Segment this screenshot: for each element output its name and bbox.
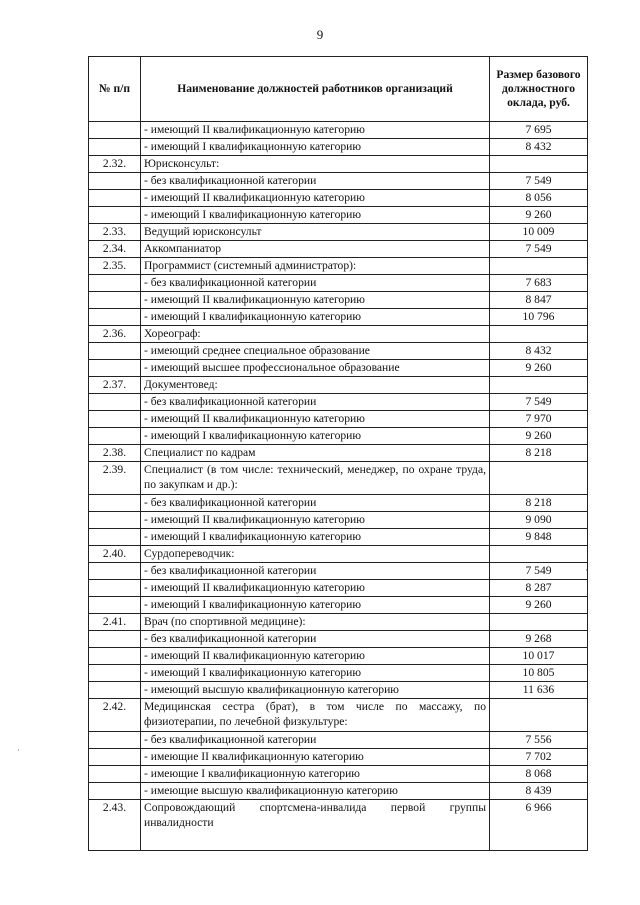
salary-value: 7 549 [490,394,588,411]
table-row [89,462,588,495]
position-name: - имеющий I квалификационную категорию [141,529,490,546]
table-row [89,394,588,411]
position-name: - без квалификационной категории [141,563,490,580]
table-row [89,139,588,156]
table-row [89,445,588,462]
row-number [89,749,141,766]
row-number [89,682,141,699]
header-number: № п/п [89,57,141,122]
row-number [89,648,141,665]
salary-value: 8 847 [490,292,588,309]
header-salary-size: Размер базового должностного оклада, руб. [490,57,588,122]
row-number [89,343,141,360]
row-number [89,732,141,749]
salary-value: 9 848 [490,529,588,546]
salary-value: 8 068 [490,766,588,783]
position-name: Хореограф: [141,326,490,343]
row-number: 2.37. [89,377,141,394]
salary-value: 7 702 [490,749,588,766]
table-row [89,173,588,190]
position-name: - без квалификационной категории [141,275,490,292]
row-number: 2.38. [89,445,141,462]
salary-value [490,699,588,732]
salary-value: 9 268 [490,631,588,648]
row-number: 2.34. [89,241,141,258]
position-name: - без квалификационной категории [141,631,490,648]
position-name: Специалист (в том числе: технический, менеджер, по охране труда, по закупкам и др.): [141,462,490,495]
position-name: - имеющий II квалификационную категорию [141,512,490,529]
row-number [89,580,141,597]
position-name: - имеющие I квалификационную категорию [141,766,490,783]
salary-value: 8 056 [490,190,588,207]
table-row [89,529,588,546]
table-row [89,614,588,631]
salary-value: 8 218 [490,495,588,512]
position-name: Юрисконсульт: [141,156,490,173]
table-row [89,241,588,258]
table-row [89,665,588,682]
salary-value: 9 260 [490,360,588,377]
table-row [89,207,588,224]
salary-value [490,614,588,631]
table-row [89,360,588,377]
salary-value: 7 695 [490,122,588,139]
position-name: Документовед: [141,377,490,394]
salary-value: 10 796 [490,309,588,326]
salary-value: 7 549 [490,241,588,258]
table-body [89,122,588,851]
row-number [89,292,141,309]
table-row [89,580,588,597]
salary-value: 8 439 [490,783,588,800]
position-name: Врач (по спортивной медицине): [141,614,490,631]
salary-value: 8 218 [490,445,588,462]
position-name: Ведущий юрисконсульт [141,224,490,241]
scan-speck: · [585,565,588,575]
table-row [89,682,588,699]
row-number: 2.43. [89,800,141,851]
position-name: - без квалификационной категории [141,394,490,411]
position-name: - имеющий I квалификационную категорию [141,428,490,445]
salary-table [88,56,588,851]
row-number: 2.36. [89,326,141,343]
salary-value [490,377,588,394]
position-name: - имеющий I квалификационную категорию [141,597,490,614]
position-name: - имеющий II квалификационную категорию [141,648,490,665]
row-number [89,275,141,292]
row-number [89,529,141,546]
table-row [89,224,588,241]
row-number [89,394,141,411]
table-row [89,377,588,394]
table-row [89,275,588,292]
position-name: - имеющий I квалификационную категорию [141,139,490,156]
salary-value [490,462,588,495]
salary-value: 11 636 [490,682,588,699]
salary-value: 7 683 [490,275,588,292]
row-number [89,665,141,682]
table-row [89,343,588,360]
table-row [89,122,588,139]
position-name: Аккомпаниатор [141,241,490,258]
row-number [89,783,141,800]
salary-value [490,258,588,275]
table-row [89,546,588,563]
salary-value: 8 432 [490,139,588,156]
position-name: - имеющий высшее профессиональное образование [141,360,490,377]
row-number: 2.42. [89,699,141,732]
table-row [89,411,588,428]
table-row [89,631,588,648]
row-number [89,309,141,326]
row-number: 2.32. [89,156,141,173]
row-number: 2.39. [89,462,141,495]
row-number [89,190,141,207]
table-row [89,428,588,445]
position-name: - имеющий I квалификационную категорию [141,665,490,682]
salary-value: 9 260 [490,597,588,614]
row-number [89,512,141,529]
row-number: 2.35. [89,258,141,275]
table-row [89,800,588,851]
table-row [89,597,588,614]
position-name: - имеющий II квалификационную категорию [141,292,490,309]
position-name: - без квалификационной категории [141,495,490,512]
table-row [89,699,588,732]
position-name: - без квалификационной категории [141,732,490,749]
table-row [89,258,588,275]
salary-value: 9 090 [490,512,588,529]
salary-value: 8 287 [490,580,588,597]
row-number [89,631,141,648]
position-name: - имеющий высшую квалификационную категорию [141,682,490,699]
scan-speck: · [17,745,20,755]
salary-value: 7 556 [490,732,588,749]
salary-value: 7 549 [490,563,588,580]
position-name: - без квалификационной категории [141,173,490,190]
table-row [89,512,588,529]
position-name: Программист (системный администратор): [141,258,490,275]
page-number: 9 [316,27,324,42]
table-row [89,766,588,783]
position-name: - имеющие высшую квалификационную категорию [141,783,490,800]
salary-value [490,156,588,173]
table-header-row [89,57,588,122]
table-row [89,783,588,800]
row-number [89,495,141,512]
position-name: Сурдопереводчик: [141,546,490,563]
row-number [89,428,141,445]
table-row [89,749,588,766]
table-row [89,309,588,326]
salary-value: 10 017 [490,648,588,665]
row-number: 2.33. [89,224,141,241]
position-name: Медицинская сестра (брат), в том числе по массажу, по физиотерапии, по лечебной физкультуре: [141,699,490,732]
position-name: - имеющий I квалификационную категорию [141,309,490,326]
row-number: 2.41. [89,614,141,631]
table-row [89,190,588,207]
table-row [89,648,588,665]
row-number [89,173,141,190]
row-number [89,139,141,156]
salary-value [490,546,588,563]
salary-value: 10 805 [490,665,588,682]
row-number [89,207,141,224]
row-number [89,411,141,428]
table-row [89,326,588,343]
position-name: - имеющий II квалификационную категорию [141,580,490,597]
row-number [89,563,141,580]
position-name: - имеющий II квалификационную категорию [141,190,490,207]
header-position-name: Наименование должностей работников организаций [141,57,490,122]
salary-value: 10 009 [490,224,588,241]
row-number [89,766,141,783]
position-name: - имеющий среднее специальное образование [141,343,490,360]
position-name: Специалист по кадрам [141,445,490,462]
salary-value: 8 432 [490,343,588,360]
salary-value: 9 260 [490,428,588,445]
salary-value: 6 966 [490,800,588,851]
position-name: Сопровождающий спортсмена-инвалида первой группы инвалидности [141,800,490,851]
position-name: - имеющие II квалификационную категорию [141,749,490,766]
salary-value: 7 549 [490,173,588,190]
table-row [89,156,588,173]
row-number [89,597,141,614]
salary-value: 7 970 [490,411,588,428]
row-number: 2.40. [89,546,141,563]
position-name: - имеющий II квалификационную категорию [141,122,490,139]
table-row [89,732,588,749]
table-row [89,495,588,512]
salary-value: 9 260 [490,207,588,224]
salary-value [490,326,588,343]
position-name: - имеющий I квалификационную категорию [141,207,490,224]
row-number [89,360,141,377]
table-row [89,292,588,309]
position-name: - имеющий II квалификационную категорию [141,411,490,428]
row-number [89,122,141,139]
table-row [89,563,588,580]
